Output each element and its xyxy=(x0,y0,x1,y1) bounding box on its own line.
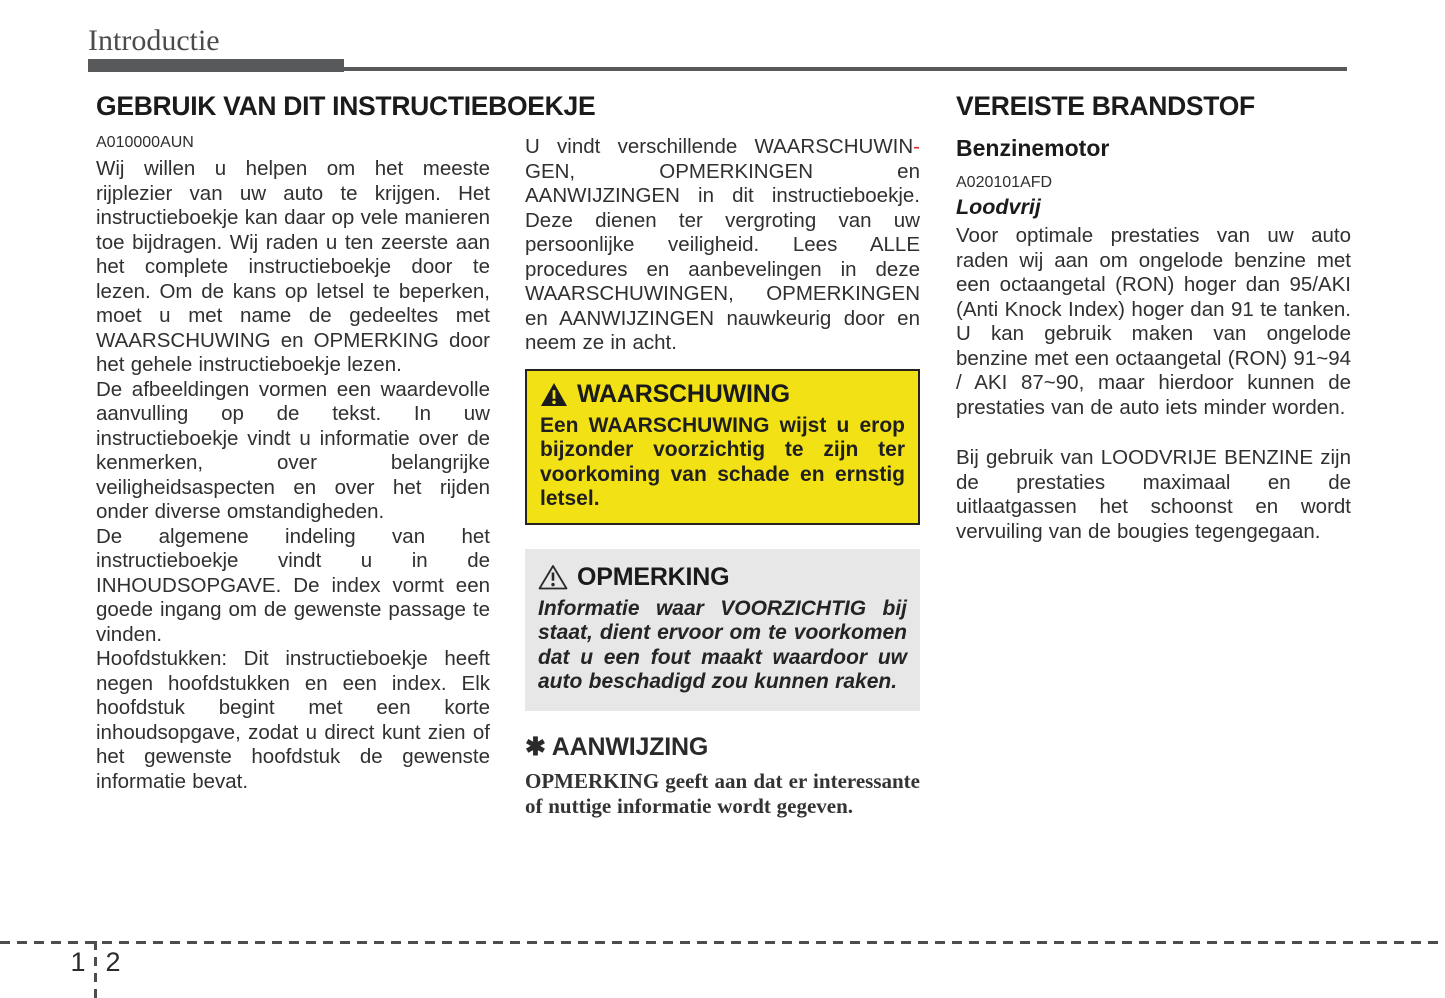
section-heading-gebruik: GEBRUIK VAN DIT INSTRUCTIEBOEKJE xyxy=(96,91,596,121)
warning-triangle-outline-icon xyxy=(538,564,568,590)
paragraph: Voor optimale prestaties van uw auto raden wij aan om ongelode benzine met een octaangetal (RON) hoger dan 95/AKI (Anti Knock Index) hoger dan 91 te tanken. U kan gebruik maken van ongelode benzine met een octaangetal (RON) 91~94 / AKI 87~90, maar hierdoor kunnen de prestaties van de auto iets minder worden. xyxy=(956,224,1351,419)
intro-text-start: U vindt verschillende WAARSCHUWIN xyxy=(525,135,914,158)
header-rule-thick xyxy=(88,59,344,72)
subsubsection-heading-loodvrij: Loodvrij xyxy=(956,195,1041,219)
note-box xyxy=(525,549,920,711)
chapter-title: Introductie xyxy=(88,24,220,57)
subsection-heading-benzinemotor: Benzinemotor xyxy=(956,135,1110,161)
warning-box-title-row xyxy=(540,380,905,409)
paragraph: De afbeeldingen vormen een waardevolle aanvulling op de tekst. In uw instructieboekje vindt u informatie over de kenmerken, over belangrijke veiligheidsaspecten en over het rijden onder diverse omstandigheden. xyxy=(96,377,490,523)
warning-triangle-filled-icon xyxy=(540,382,568,407)
warning-box-body: Een WAARSCHUWING wijst u erop bijzonder voorzichtig te zijn ter voorkoming van schade en ernstig letsel. xyxy=(540,413,905,510)
section-code-col1: A010000AUN xyxy=(96,134,194,151)
note-box-title-row xyxy=(538,563,907,592)
intro-text-end: GEN, OPMERKINGEN en AANWIJZINGEN in dit instructieboekje. Deze dienen ter vergroting van uw persoonlijke veiligheid. Lees ALLE procedures en aanbevelingen in deze WAARSCHUWINGEN, OPMERKINGEN en AANWIJZINGEN nauwkeurig door en neem ze in acht. xyxy=(525,159,920,354)
paragraph: Wij willen u helpen om het meeste rijplezier van uw auto te krijgen. Het instructieboekje kan daar op vele manieren toe bijdragen. Wij raden u ten zeerste aan het complete instructieboekje door te lezen. Om de kans op letsel te beperken, moet u met name de gedeeltes met WAARSCHUWING en OPMERKING door het gehele instructieboekje lezen. xyxy=(96,157,490,376)
column-2 xyxy=(525,135,920,819)
aanwijzing-body: OPMERKING geeft aan dat er interessante of nuttige informatie wordt gegeven. xyxy=(525,768,920,818)
warning-box xyxy=(525,369,920,525)
column-1 xyxy=(96,133,490,794)
page-chapter-number: 1 xyxy=(70,947,86,977)
aanwijzing-title-row xyxy=(525,732,920,762)
red-hyphen: - xyxy=(913,135,920,158)
header-rule-thin xyxy=(344,67,1347,71)
crop-mark-horizontal xyxy=(0,941,1445,944)
paragraph xyxy=(525,135,920,356)
aanwijzing-title: AANWIJZING xyxy=(551,732,709,761)
aanwijzing-section xyxy=(525,732,920,819)
warning-box-title: WAARSCHUWING xyxy=(577,379,790,408)
crop-mark-vertical xyxy=(94,941,97,998)
page-number: 2 xyxy=(105,947,121,977)
paragraph: Hoofdstukken: Dit instructieboekje heeft negen hoofdstukken en een index. Elk hoofdstuk begint met een korte inhoudsopgave, zodat u direct kunt zien of het gewenste hoofdstuk de gewenste informatie bevat. xyxy=(96,647,490,793)
note-box-title: OPMERKING xyxy=(577,562,730,591)
column-3 xyxy=(956,91,1351,544)
section-code-col3: A020101AFD xyxy=(956,174,1053,191)
paragraph: Bij gebruik van LOODVRIJE BENZINE zijn de prestaties maximaal en de uitlaatgassen het schoonst en wordt vervuiling van de bougies tegengegaan. xyxy=(956,446,1351,543)
section-heading-brandstof: VEREISTE BRANDSTOF xyxy=(956,91,1255,121)
paragraph: De algemene indeling van het instructieboekje vindt u in de INHOUDSOPGAVE. De index vormt een goede ingang om de gewenste passage te vinden. xyxy=(96,524,490,646)
asterisk-icon: ✱ xyxy=(525,732,546,761)
note-box-body: Informatie waar VOORZICHTIG bij staat, dient ervoor om te voorkomen dat u een fout maakt waardoor uw auto beschadigd zou kunnen raken. xyxy=(538,596,907,693)
